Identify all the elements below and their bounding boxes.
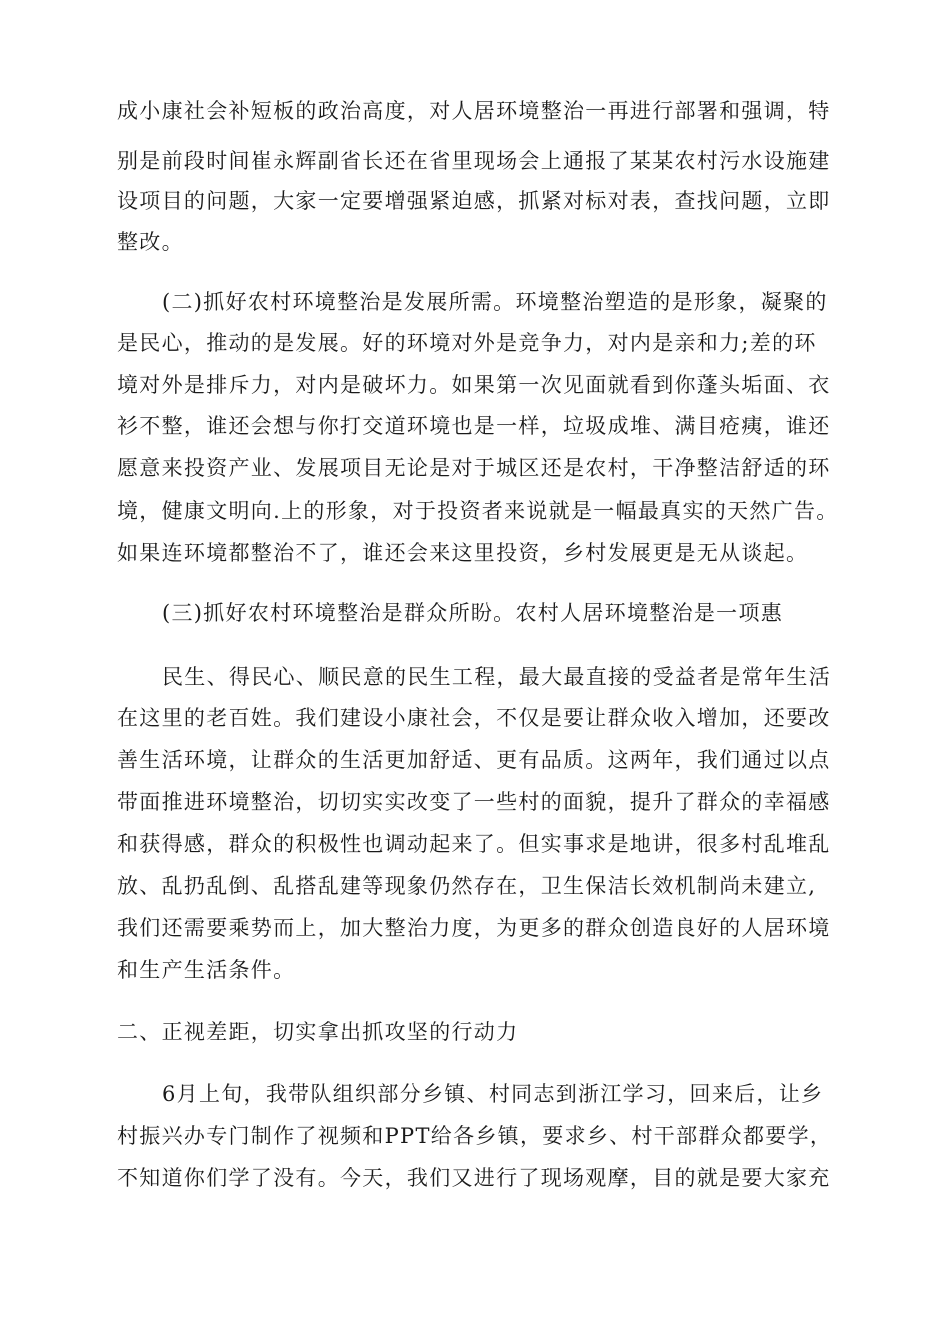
text-line: 放、乱扔乱倒、乱搭乱建等现象仍然存在，卫生保洁长效机制尚未建立, (117, 874, 817, 898)
paragraph-start-line: 民生、得民心、顺民意的民生工程，最大最直接的受益者是常年生活 (162, 665, 831, 689)
text-line: 境，健康文明向.上的形象，对于投资者来说就是一幅最真实的天然广告。 (117, 499, 839, 523)
text-line: 在这里的老百姓。我们建设小康社会，不仅是要让群众收入增加，还要改 (117, 706, 831, 730)
text-line: 境对外是排斥力，对内是破坏力。如果第一次见面就看到你蓬头垢面、衣 (117, 373, 831, 397)
text-line: 别是前段时间崔永辉副省长还在省里现场会上通报了某某农村污水设施建 (117, 149, 831, 173)
paragraph-start-line: (三)抓好农村环境整治是群众所盼。农村人居环境整治是一项惠 (162, 601, 784, 625)
text-line: 和生产生活条件。 (117, 958, 296, 982)
text-line: 如果连环境都整治不了，谁还会来这里投资，乡村发展更是无从谈起。 (117, 541, 809, 565)
paragraph-start-line: 6月上旬，我带队组织部分乡镇、村同志到浙江学习，回来后，让乡 (162, 1082, 824, 1106)
text-line: 成小康社会补短板的政治高度，对人居环境整治一再进行部署和强调，特 (117, 99, 831, 123)
text-line: 是民心，推动的是发展。好的环境对外是竞争力，对内是亲和力;差的环 (117, 331, 817, 355)
text-line: 愿意来投资产业、发展项目无论是对于城区还是农村，干净整洁舒适的环 (117, 456, 831, 480)
text-line: 设项目的问题，大家一定要增强紧迫感，抓紧对标对表，查找问题，立即 (117, 189, 831, 213)
text-line: 不知道你们学了没有。今天，我们又进行了现场观摩，目的就是要大家充 (117, 1166, 831, 1190)
text-line: 我们还需要乘势而上，加大整治力度，为更多的群众创造良好的人居环境 (117, 916, 831, 940)
text-line: 善生活环境，让群众的生活更加舒适、更有品质。这两年，我们通过以点 (117, 748, 831, 772)
section-heading: 二、正视差距，切实拿出抓攻坚的行动力 (117, 1020, 519, 1044)
text-line: 整改。 (117, 230, 184, 254)
text-line: 和获得感，群众的积极性也调动起来了。但实事求是地讲，很多村乱堆乱 (117, 832, 831, 856)
text-line: 村振兴办专门制作了视频和PPT给各乡镇，要求乡、村干部群众都要学， (117, 1124, 833, 1148)
paragraph-start-line: (二)抓好农村环境整治是发展所需。环境整治塑造的是形象，凝聚的 (162, 290, 828, 314)
text-line: 带面推进环境整治，切切实实改变了一些村的面貌，提升了群众的幸福感 (117, 790, 831, 814)
text-line: 衫不整，谁还会想与你打交道环境也是一样，垃圾成堆、满目疮痍，谁还 (117, 414, 831, 438)
